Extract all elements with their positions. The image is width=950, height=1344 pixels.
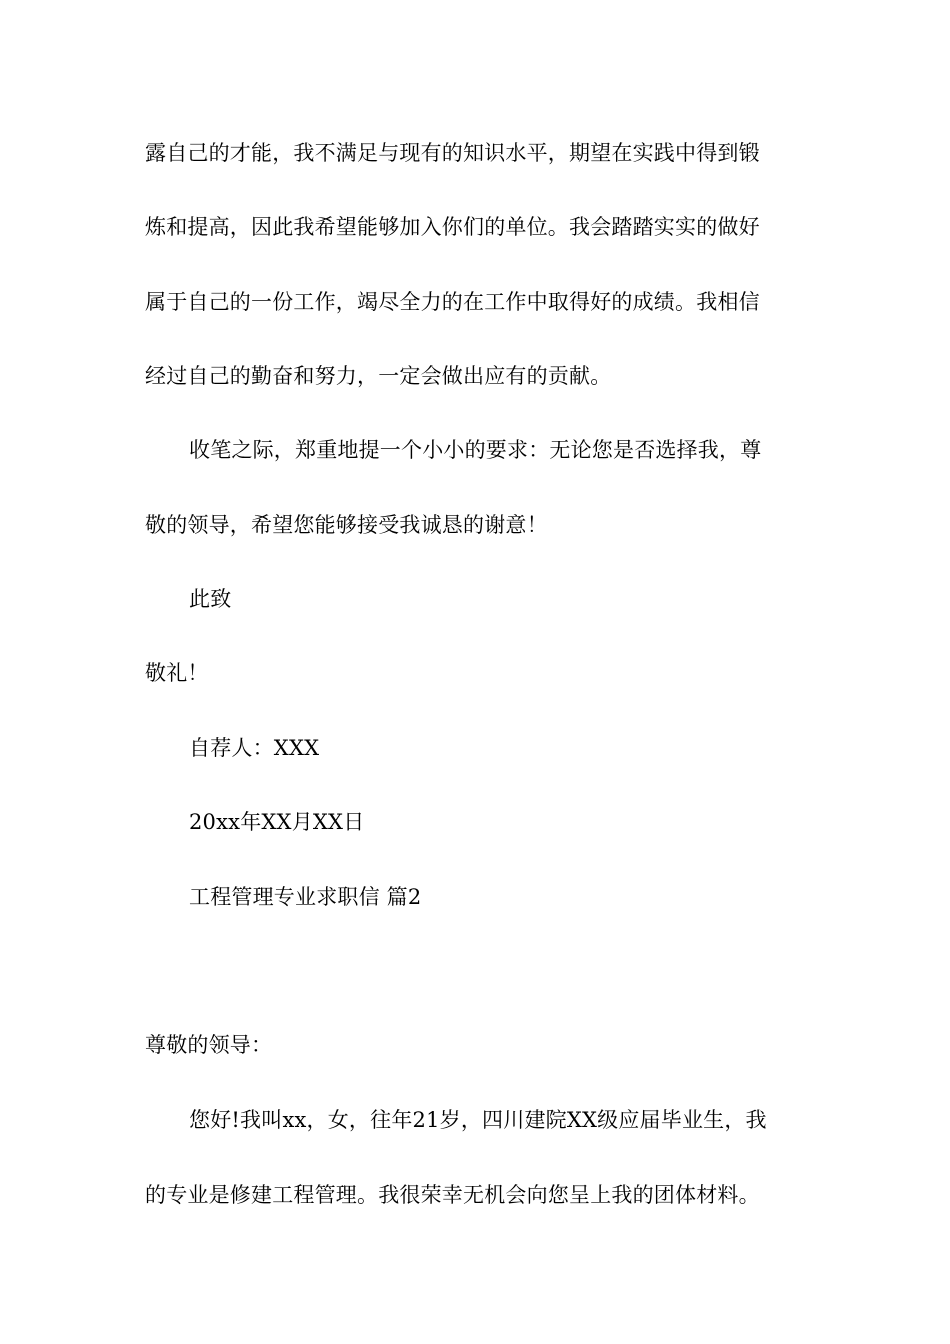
paragraph-line: 敬的领导，希望您能够接受我诚恳的谢意！ — [145, 513, 548, 537]
paragraph-line: 露自己的才能，我不满足与现有的知识水平，期望在实践中得到锻 — [145, 141, 760, 165]
closing-line: 此致 — [189, 587, 232, 611]
salutation-line: 敬礼！ — [145, 661, 209, 685]
paragraph-line: 的专业是修建工程管理。我很荣幸无机会向您呈上我的团体材料。 — [145, 1183, 760, 1207]
paragraph-line: 属于自己的一份工作，竭尽全力的在工作中取得好的成绩。我相信 — [145, 290, 760, 314]
paragraph-line: 炼和提高，因此我希望能够加入你们的单位。我会踏踏实实的做好 — [145, 215, 760, 239]
paragraph-line: 经过自己的勤奋和努力，一定会做出应有的贡献。 — [145, 364, 612, 388]
signature-line: 自荐人：XXX — [189, 736, 320, 760]
date-line: 20xx年XX月XX日 — [189, 810, 365, 834]
section-heading: 工程管理专业求职信 篇2 — [189, 885, 422, 909]
paragraph-line: 您好!我叫xx，女，往年21岁，四川建院XX级应届毕业生，我 — [189, 1108, 767, 1132]
paragraph-line: 收笔之际，郑重地提一个小小的要求：无论您是否选择我，尊 — [189, 438, 762, 462]
greeting-line: 尊敬的领导： — [145, 1033, 273, 1057]
